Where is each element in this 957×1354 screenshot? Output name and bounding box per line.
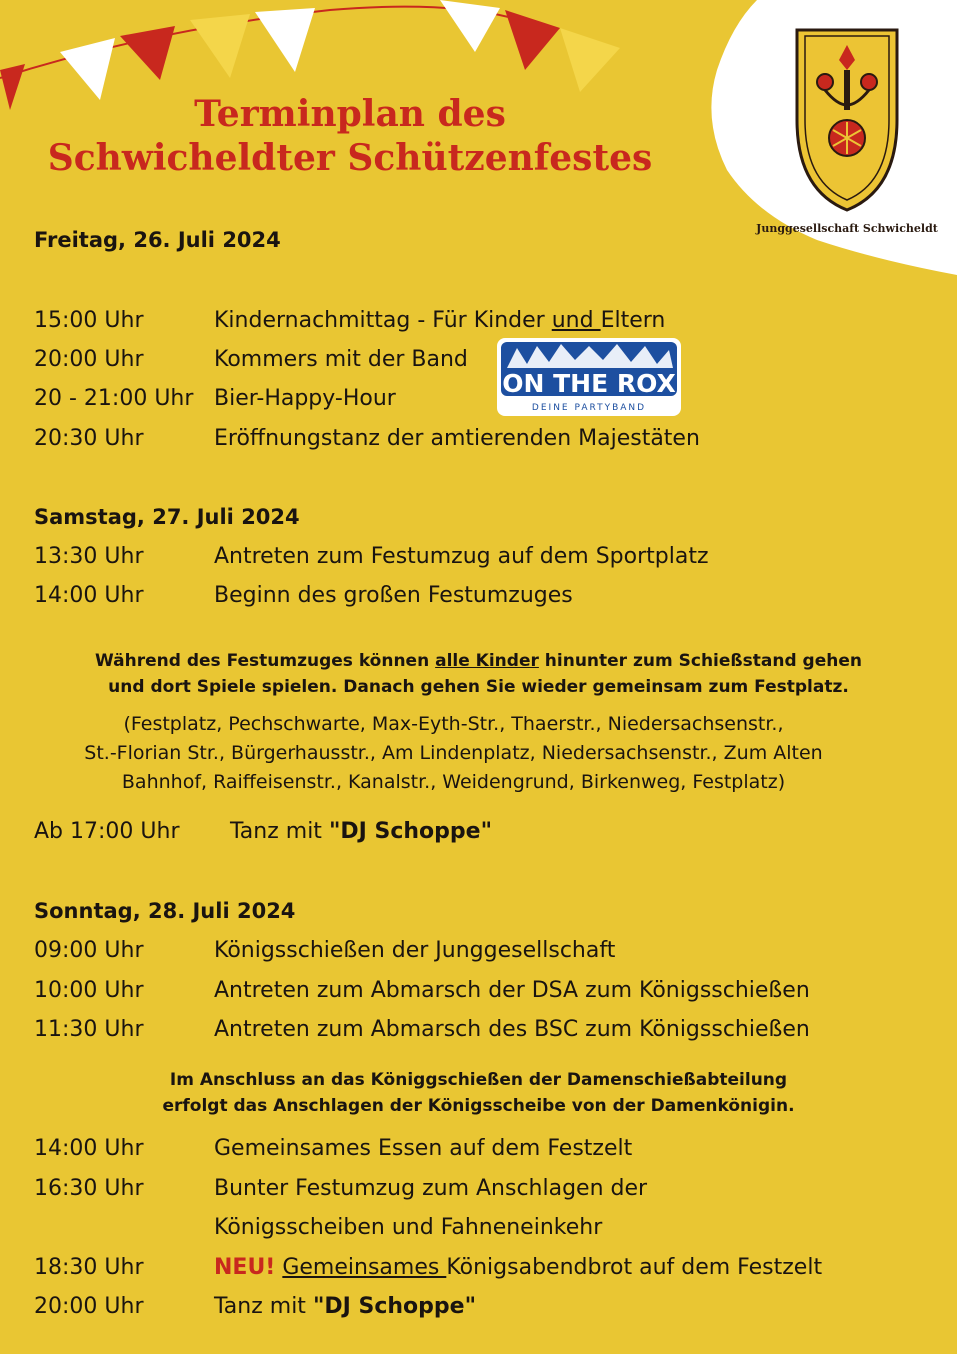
event-time: 16:30 Uhr (34, 1176, 144, 1201)
friday-heading: Freitag, 26. Juli 2024 (34, 228, 281, 252)
band-tagline: DEINE PARTYBAND (531, 403, 647, 413)
event-text: Königsabendbrot auf dem Festzelt (446, 1255, 823, 1280)
event-description: Eröffnungstanz der amtierenden Majestäten (214, 426, 700, 451)
event-description: Beginn des großen Festumzuges (214, 583, 573, 608)
event-description (230, 813, 492, 851)
event-description (214, 1249, 822, 1287)
event-time: Ab 17:00 Uhr (34, 819, 180, 844)
event-time: 14:00 Uhr (34, 1136, 144, 1161)
note-text: hinunter zum Schießstand gehen (538, 651, 862, 671)
event-description: Gemeinsames Essen auf dem Festzelt (214, 1136, 633, 1161)
logo-area (697, 0, 957, 280)
coat-of-arms-icon (697, 0, 957, 280)
dj-name: "DJ Schoppe" (328, 819, 493, 844)
event-time: 20:00 Uhr (34, 347, 144, 372)
event-text-underlined: und (551, 308, 601, 333)
event-description (214, 1288, 476, 1326)
event-text: Tanz mit (214, 1294, 313, 1319)
event-description (214, 302, 665, 340)
event-time: 15:00 Uhr (34, 308, 144, 333)
event-time: 18:30 Uhr (34, 1255, 144, 1280)
route-line-2: St.-Florian Str., Bürgerhausstr., Am Lindenplatz, Niedersachsenstr., Zum Alten (84, 742, 823, 764)
event-description: Antreten zum Abmarsch des BSC zum Königsschießen (214, 1017, 810, 1042)
title-line-1: Terminplan des (194, 93, 506, 135)
event-time: 10:00 Uhr (34, 978, 144, 1003)
saturday-note (0, 648, 957, 700)
event-time: 11:30 Uhr (34, 1017, 144, 1042)
note-line-1 (0, 648, 957, 674)
event-description: Bier-Happy-Hour (214, 386, 396, 411)
event-description: Antreten zum Abmarsch der DSA zum Königsschießen (214, 978, 810, 1003)
band-logo (497, 338, 681, 416)
event-time: 13:30 Uhr (34, 544, 144, 569)
event-time: 14:00 Uhr (34, 583, 144, 608)
note-line-1: Im Anschluss an das Königgschießen der Damenschießabteilung (169, 1070, 788, 1090)
logo-text: Junggesellschaft Schwicheldt (756, 222, 938, 235)
event-time: 20 - 21:00 Uhr (34, 386, 194, 411)
event-text: Kindernachmittag - Für Kinder (214, 308, 552, 333)
sunday-note (0, 1067, 957, 1119)
event-text: Tanz mit (230, 819, 329, 844)
page-title (0, 92, 700, 180)
event-description: Königsschießen der Junggesellschaft (214, 938, 616, 963)
saturday-heading: Samstag, 27. Juli 2024 (34, 505, 300, 529)
note-line-2: und dort Spiele spielen. Danach gehen Sie wieder gemeinsam zum Festplatz. (108, 677, 849, 697)
sunday-heading: Sonntag, 28. Juli 2024 (34, 899, 296, 923)
route-line-1: (Festplatz, Pechschwarte, Max-Eyth-Str., Thaerstr., Niedersachsenstr., (123, 713, 784, 735)
event-description: Bunter Festumzug zum Anschlagen der (214, 1176, 648, 1201)
note-text-underlined: alle Kinder (435, 651, 539, 671)
event-time: 20:30 Uhr (34, 426, 144, 451)
route-line-3: Bahnhof, Raiffeisenstr., Kanalstr., Weidengrund, Birkenweg, Festplatz) (121, 771, 786, 793)
band-name: ON THE ROX (502, 369, 676, 398)
event-text: Eltern (600, 308, 666, 333)
note-line-2: erfolgt das Anschlagen der Königsscheibe von der Damenkönigin. (162, 1096, 795, 1116)
title-line-2: Schwicheldter Schützenfestes (47, 137, 653, 179)
event-text-underlined: Gemeinsames (282, 1255, 447, 1280)
event-description: Kommers mit der Band (214, 347, 468, 372)
dj-name: "DJ Schoppe" (312, 1294, 477, 1319)
new-badge: NEU! (214, 1255, 276, 1280)
event-description: Königsscheiben und Fahneneinkehr (214, 1215, 603, 1240)
event-time: 20:00 Uhr (34, 1294, 144, 1319)
parade-route (0, 710, 907, 797)
note-text: Während des Festumzuges können (95, 651, 436, 671)
event-description: Antreten zum Festumzug auf dem Sportplatz (214, 544, 709, 569)
event-time: 09:00 Uhr (34, 938, 144, 963)
